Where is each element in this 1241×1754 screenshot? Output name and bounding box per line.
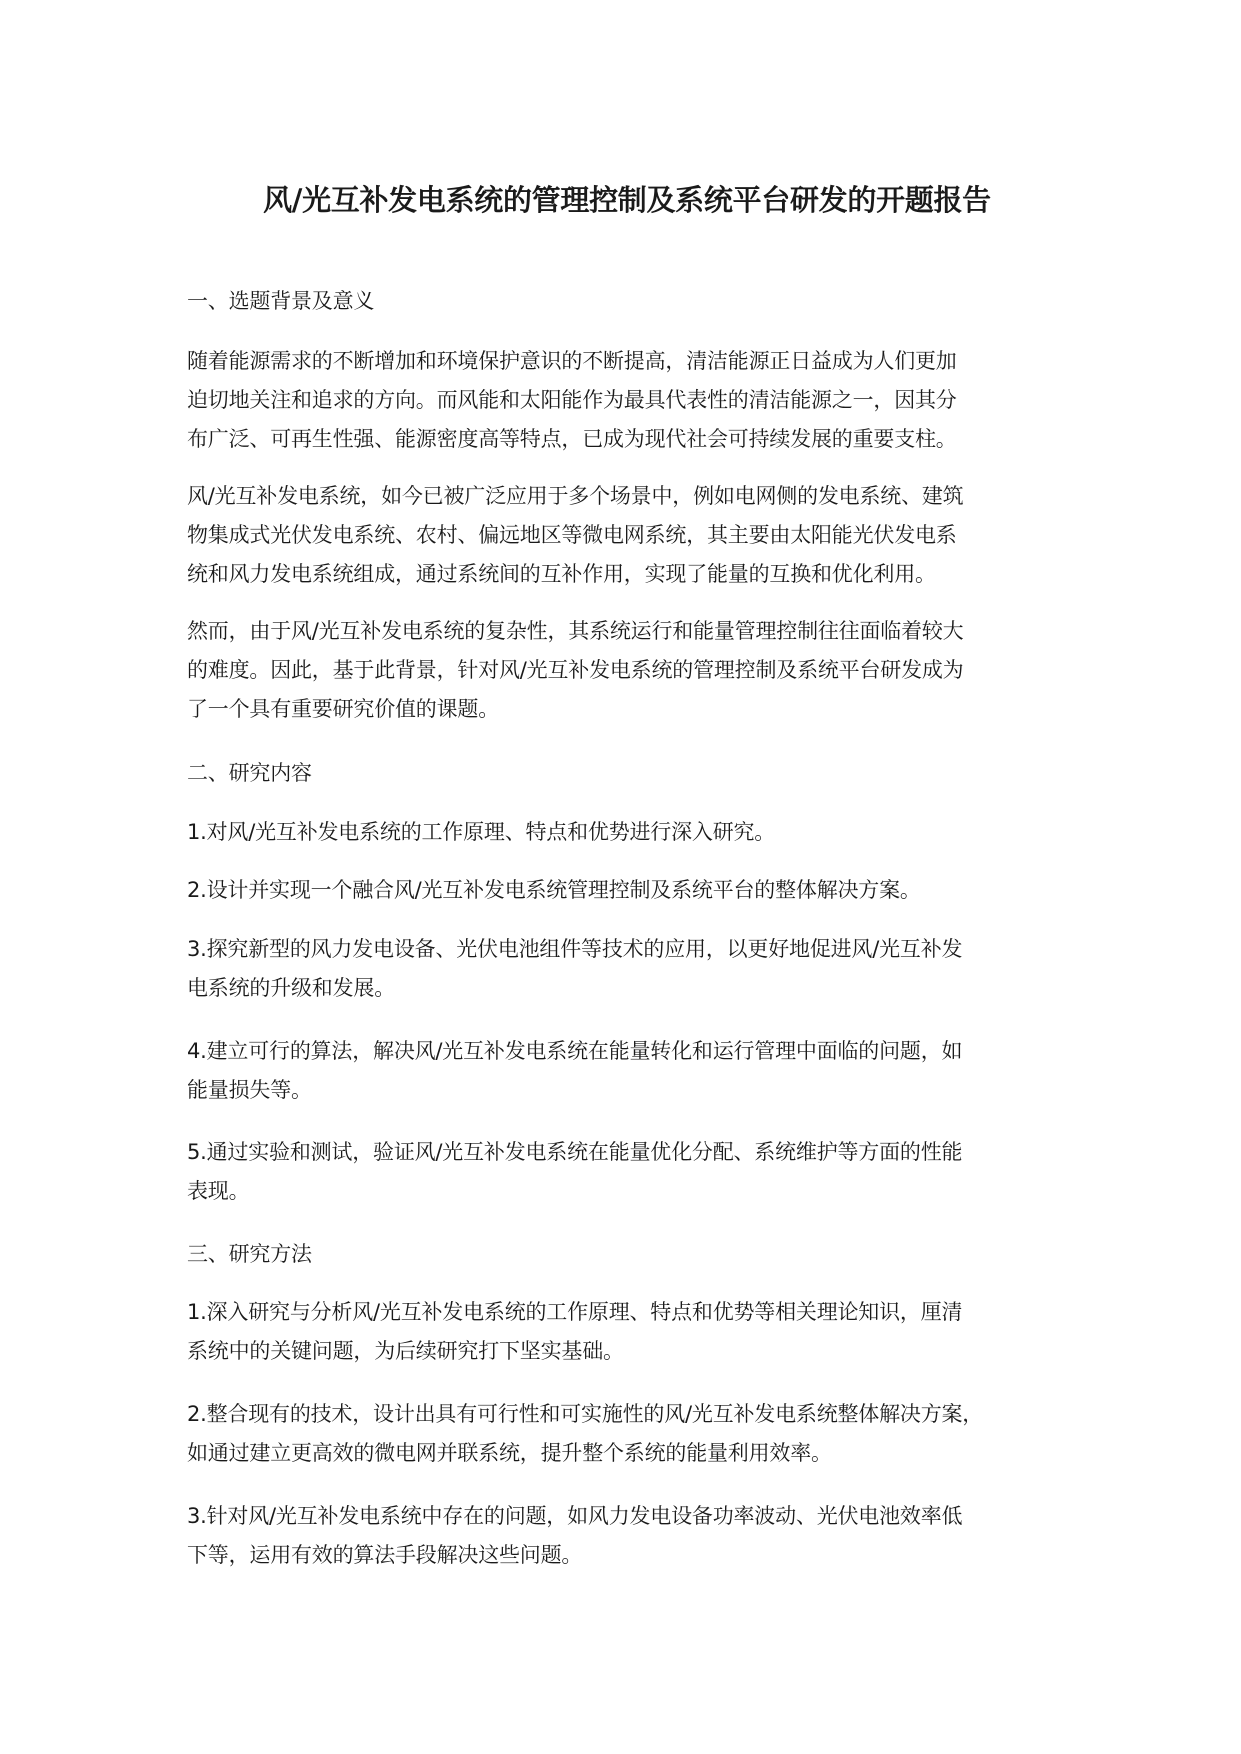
paragraph bbox=[187, 342, 1067, 459]
text-line: 布广泛、可再生性强、能源密度高等特点，已成为现代社会可持续发展的重要支柱。 bbox=[187, 427, 957, 451]
list-item bbox=[187, 1497, 1067, 1575]
list-item bbox=[187, 1395, 1067, 1473]
text-line: 3.探究新型的风力发电设备、光伏电池组件等技术的应用，以更好地促进风/光互补发 bbox=[187, 937, 963, 961]
paragraph bbox=[187, 477, 1067, 594]
text-line: 统和风力发电系统组成，通过系统间的互补作用，实现了能量的互换和优化利用。 bbox=[187, 562, 936, 586]
text-line: 5.通过实验和测试，验证风/光互补发电系统在能量优化分配、系统维护等方面的性能 bbox=[187, 1140, 963, 1164]
text-line: 1.对风/光互补发电系统的工作原理、特点和优势进行深入研究。 bbox=[187, 820, 776, 844]
text-line: 系统中的关键问题，为后续研究打下坚实基础。 bbox=[187, 1339, 624, 1363]
text-line: 2.设计并实现一个融合风/光互补发电系统管理控制及系统平台的整体解决方案。 bbox=[187, 878, 921, 902]
text-line: 然而，由于风/光互补发电系统的复杂性，其系统运行和能量管理控制往往面临着较大 bbox=[187, 619, 964, 643]
text-line: 风/光互补发电系统，如今已被广泛应用于多个场景中，例如电网侧的发电系统、建筑 bbox=[187, 484, 964, 508]
list-item bbox=[187, 1293, 1067, 1371]
document-title: 风/光互补发电系统的管理控制及系统平台研发的开题报告 bbox=[263, 183, 991, 217]
text-line: 1.深入研究与分析风/光互补发电系统的工作原理、特点和优势等相关理论知识，厘清 bbox=[187, 1300, 963, 1324]
text-line: 如通过建立更高效的微电网并联系统，提升整个系统的能量利用效率。 bbox=[187, 1441, 832, 1465]
text-line: 下等，运用有效的算法手段解决这些问题。 bbox=[187, 1543, 583, 1567]
text-line: 迫切地关注和追求的方向。而风能和太阳能作为最具代表性的清洁能源之一，因其分 bbox=[187, 388, 957, 412]
text-line: 的难度。因此，基于此背景，针对风/光互补发电系统的管理控制及系统平台研发成为 bbox=[187, 658, 964, 682]
text-line: 物集成式光伏发电系统、农村、偏远地区等微电网系统，其主要由太阳能光伏发电系 bbox=[187, 523, 957, 547]
section-heading-research-methods: 三、研究方法 bbox=[187, 1242, 312, 1266]
text-line: 能量损失等。 bbox=[187, 1078, 312, 1102]
text-line: 4.建立可行的算法，解决风/光互补发电系统在能量转化和运行管理中面临的问题，如 bbox=[187, 1039, 963, 1063]
paragraph bbox=[187, 612, 1067, 729]
text-line: 表现。 bbox=[187, 1179, 250, 1203]
text-line: 3.针对风/光互补发电系统中存在的问题，如风力发电设备功率波动、光伏电池效率低 bbox=[187, 1504, 963, 1528]
section-heading-background: 一、选题背景及意义 bbox=[187, 289, 375, 313]
list-item bbox=[187, 930, 1067, 1008]
list-item bbox=[187, 813, 1067, 852]
section-heading-research-content: 二、研究内容 bbox=[187, 761, 312, 785]
text-line: 随着能源需求的不断增加和环境保护意识的不断提高，清洁能源正日益成为人们更加 bbox=[187, 349, 957, 373]
list-item bbox=[187, 1032, 1067, 1110]
text-line: 了一个具有重要研究价值的课题。 bbox=[187, 697, 499, 721]
list-item bbox=[187, 871, 1067, 910]
text-line: 2.整合现有的技术，设计出具有可行性和可实施性的风/光互补发电系统整体解决方案， bbox=[187, 1402, 984, 1426]
text-line: 电系统的升级和发展。 bbox=[187, 976, 395, 1000]
list-item bbox=[187, 1133, 1067, 1211]
